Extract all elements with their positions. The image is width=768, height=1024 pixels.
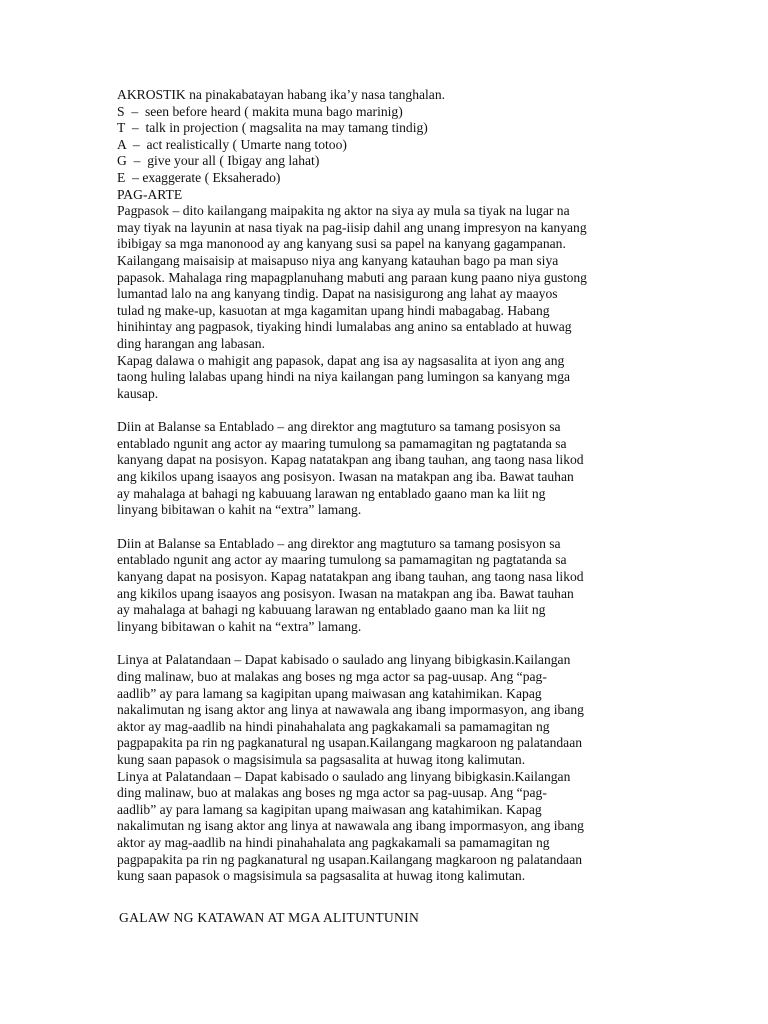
paragraph-line: ay mahalaga at bahagi ng kabuuang larawan ng entablado gaano man ka liit ng — [117, 602, 546, 618]
paragraph-line: tulad ng make-up, kasuotan at mga kagamitan upang hindi mabagabag. Habang — [117, 302, 550, 318]
acrostic-letter: A — [117, 136, 127, 152]
paragraph-line: Linya at Palatandaan – Dapat kabisado o saulado ang linyang bibigkasin.Kailangan — [117, 768, 571, 784]
paragraph-line: ding malinaw, buo at malakas ang boses ng mga actor sa pag-uusap. Ang “pag- — [117, 785, 547, 801]
paragraph-line: ding harangan ang labasan. — [117, 335, 265, 351]
paragraph-line: kanyang dapat na posisyon. Kapag natatakpan ang ibang tauhan, ang taong nasa likod — [117, 569, 584, 585]
acrostic-item-s: S – seen before heard ( makita muna bago marinig) — [117, 103, 403, 119]
acrostic-letter: S — [117, 103, 125, 119]
acrostic-item-a: A – act realistically ( Umarte nang totoo) — [117, 136, 347, 152]
paragraph-line: kanyang dapat na posisyon. Kapag natatakpan ang ibang tauhan, ang taong nasa likod — [117, 452, 584, 468]
paragraph-line: pagpapakita pa rin ng pagkanatural ng usapan.Kailangang magkaroon ng palatandaan — [117, 851, 583, 867]
paragraph-pagpasok — [117, 203, 662, 352]
paragraph-line: pagpapakita pa rin ng pagkanatural ng usapan.Kailangang magkaroon ng palatandaan — [117, 735, 583, 751]
acrostic-text: talk in projection ( magsalita na may tamang tindig) — [145, 120, 428, 136]
paragraph-line: entablado ngunit ang actor ay maaring tumulong sa pamamagitan ng pagtatanda sa — [117, 552, 567, 568]
paragraph-line: aktor ay mag-aadlib na hindi pinahahalata ang pagkakamali sa pamamagitan ng — [117, 718, 550, 734]
paragraph-spacer — [117, 519, 662, 536]
section-title: PAG-ARTE — [117, 186, 183, 202]
paragraph-line: kausap. — [117, 385, 159, 401]
paragraph-kapag — [117, 353, 662, 403]
acrostic-text: act realistically ( Umarte nang totoo) — [146, 136, 347, 152]
paragraph-line: may tiyak na layunin at nasa tiyak na pag-iisip dahil ang unang impresyon na kanyang — [117, 219, 587, 235]
paragraph-line: lumantad lalo na ang kanyang tindig. Dapat na nasisigurong ang lahat ay maayos — [117, 286, 558, 302]
acrostic-list — [117, 104, 662, 187]
acrostic-intro: AKROSTIK na pinakabatayan habang ika’y nasa tanghalan. — [117, 87, 446, 102]
paragraph-line: Linya at Palatandaan – Dapat kabisado o saulado ang linyang bibigkasin.Kailangan — [117, 652, 571, 668]
paragraph-line: Diin at Balanse sa Entablado – ang direktor ang magtuturo sa tamang posisyon sa — [117, 419, 561, 435]
paragraph-diin-1 — [117, 419, 662, 519]
paragraph-line: ibibigay sa mga manonood ay ang kanyang susi sa papel na kanyang gagampanan. — [117, 236, 566, 252]
acrostic-text: exaggerate ( Eksaherado) — [142, 169, 281, 185]
paragraph-line: nakalimutan ng isang aktor ang linya at nawawala ang ibang impormasyon, ang ibang — [117, 818, 584, 834]
paragraph-line: kung saan papasok o magsisimula sa pagsasalita at huwag itong kalimutan. — [117, 751, 526, 767]
paragraph-line: linyang bibitawan o kahit na “extra” lamang. — [117, 502, 362, 518]
paragraph-line: Diin at Balanse sa Entablado – ang direktor ang magtuturo sa tamang posisyon sa — [117, 535, 561, 551]
paragraph-line: Kapag dalawa o mahigit ang papasok, dapat ang isa ay nagsasalita at iyon ang ang — [117, 352, 565, 368]
paragraph-line: ang kikilos upang isaayos ang posisyon. Iwasan na matakpan ang iba. Bawat tauhan — [117, 585, 574, 601]
acrostic-item-t: T – talk in projection ( magsalita na may tamang tindig) — [117, 120, 428, 136]
paragraph-line: ding malinaw, buo at malakas ang boses ng mga actor sa pag-uusap. Ang “pag- — [117, 669, 547, 684]
paragraph-line: linyang bibitawan o kahit na “extra” lamang. — [117, 618, 362, 634]
paragraph-line: nakalimutan ng isang aktor ang linya at nawawala ang ibang impormasyon, ang ibang — [117, 702, 584, 718]
paragraph-line: hinihintay ang pagpasok, tiyaking hindi lumalabas ang anino sa entablado at huwag — [117, 319, 572, 335]
acrostic-text: give your all ( Ibigay ang lahat) — [147, 153, 320, 169]
acrostic-letter: G — [117, 153, 127, 169]
paragraph-line: aadlib” ay para lamang sa kagipitan upang maiwasan ang katahimikan. Kapag — [117, 801, 542, 817]
paragraph-linya-1 — [117, 652, 662, 768]
acrostic-text: seen before heard ( makita muna bago marinig) — [144, 103, 403, 119]
paragraph-line: aktor ay mag-aadlib na hindi pinahahalata ang pagkakamali sa pamamagitan ng — [117, 834, 550, 850]
paragraph-line: ang kikilos upang isaayos ang posisyon. Iwasan na matakpan ang iba. Bawat tauhan — [117, 469, 574, 485]
paragraph-linya-2 — [117, 769, 662, 885]
paragraph-line: entablado ngunit ang actor ay maaring tumulong sa pamamagitan ng pagtatanda sa — [117, 435, 567, 451]
paragraph-spacer — [117, 402, 662, 419]
document-body — [117, 87, 662, 885]
paragraph-diin-2 — [117, 536, 662, 636]
paragraph-spacer — [117, 635, 662, 652]
paragraph-line: taong huling lalabas upang hindi na niya kailangan pang lumingon sa kanyang mga — [117, 369, 571, 385]
acrostic-letter: E — [117, 169, 126, 185]
paragraph-line: papasok. Mahalaga ring mapagplanuhang mabuti ang paraan kung paano niya gustong — [117, 269, 587, 285]
paragraph-line: Kailangang maisaisip at maisapuso niya ang kanyang katauhan bago pa man siya — [117, 252, 559, 268]
paragraph-line: ay mahalaga at bahagi ng kabuuang larawan ng entablado gaano man ka liit ng — [117, 485, 546, 501]
acrostic-item-e: E – exaggerate ( Eksaherado) — [117, 169, 281, 185]
section-heading-galaw: GALAW NG KATAWAN AT MGA ALITUNTUNIN — [119, 910, 420, 925]
acrostic-item-g: G – give your all ( Ibigay ang lahat) — [117, 153, 320, 169]
acrostic-letter: T — [117, 120, 126, 136]
paragraph-line: kung saan papasok o magsisimula sa pagsasalita at huwag itong kalimutan. — [117, 868, 526, 884]
paragraph-line: Pagpasok – dito kailangang maipakita ng aktor na siya ay mula sa tiyak na lugar na — [117, 203, 570, 219]
paragraph-line: aadlib” ay para lamang sa kagipitan upang maiwasan ang katahimikan. Kapag — [117, 685, 542, 701]
